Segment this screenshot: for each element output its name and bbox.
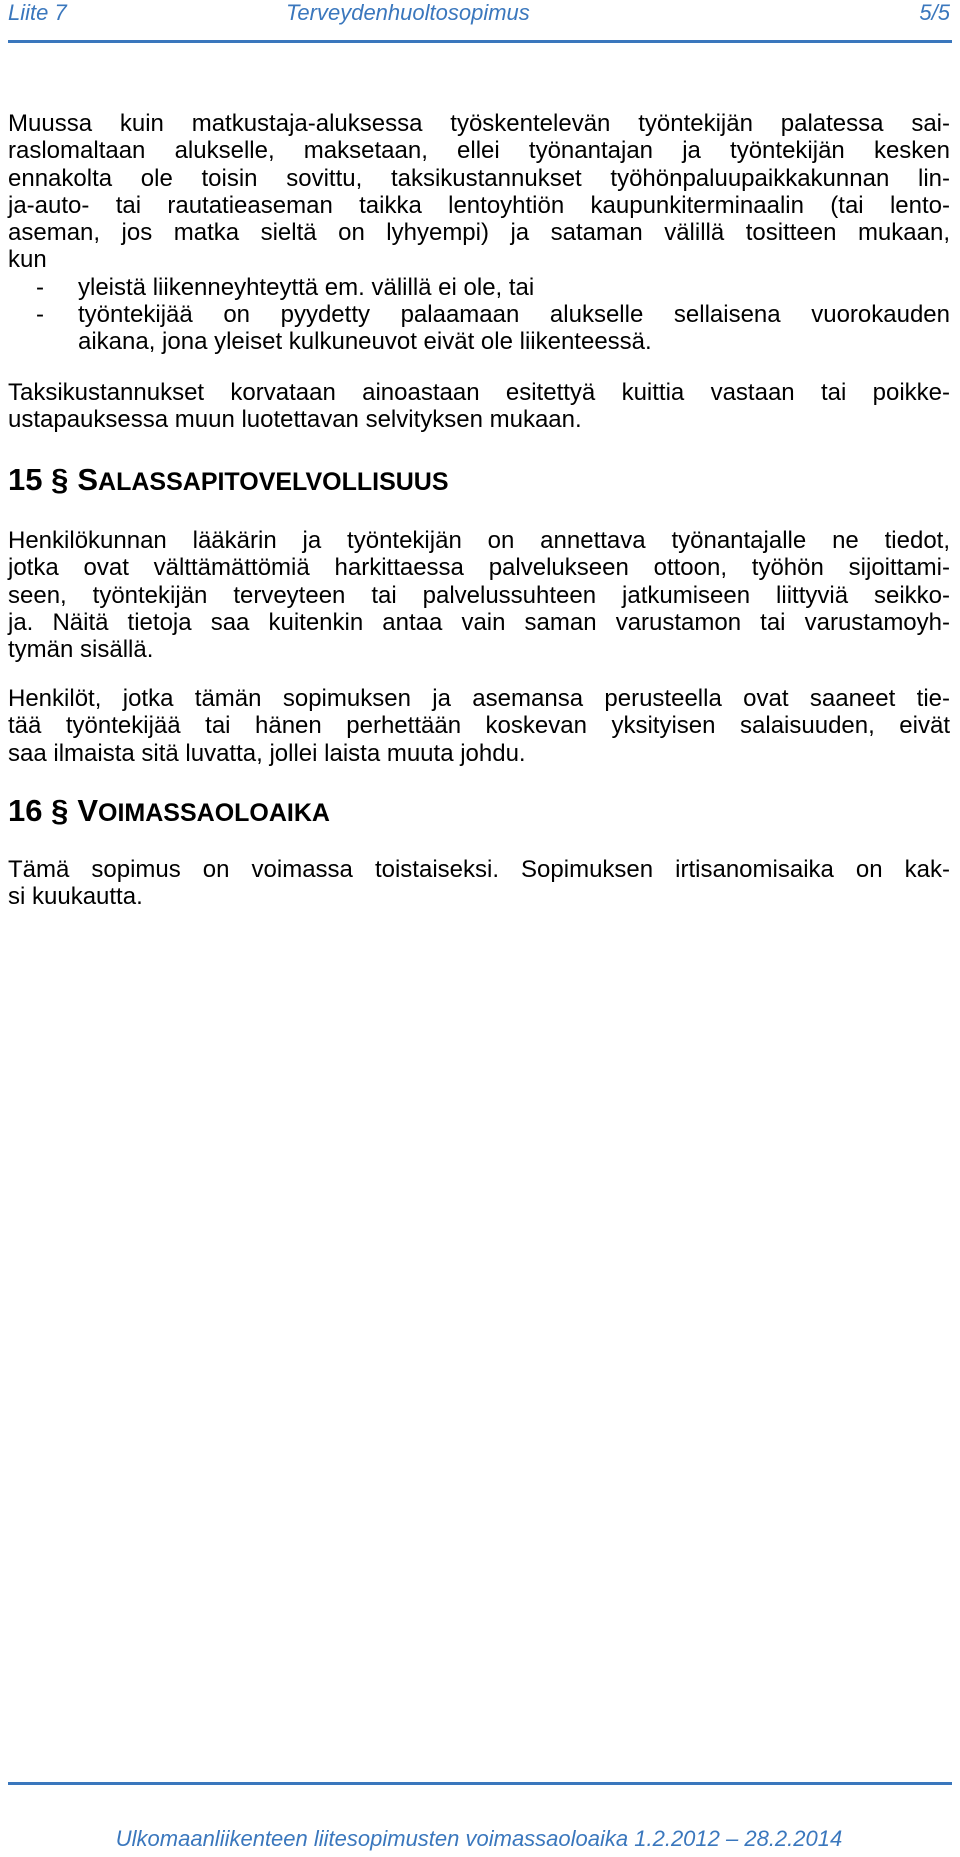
- page-number: 5/5: [919, 0, 950, 25]
- header-rule: [8, 40, 952, 43]
- text-line: aseman, jos matka sieltä on lyhyempi) ja sataman välillä tositteen mukaan,: [8, 219, 950, 247]
- taxi-compensation-paragraph: [8, 110, 950, 356]
- text-line: raslomaltaan alukselle, maksetaan, ellei työnantajan ja työntekijän kesken: [8, 137, 950, 165]
- text-line: kun: [8, 246, 47, 274]
- text-line: Muussa kuin matkustaja-aluksessa työskentelevän työntekijän palatessa sai-: [8, 110, 950, 137]
- footer-rule: [8, 1782, 952, 1785]
- list-item: [8, 274, 950, 301]
- text-line: Henkilökunnan lääkärin ja työntekijän on annettava työnantajalle ne tiedot,: [8, 527, 950, 554]
- page-header: [0, 0, 960, 44]
- list-bullet: -: [36, 273, 44, 301]
- section-number: 15 §: [8, 462, 69, 497]
- text-line: Taksikustannukset korvataan ainoastaan esitettyä kuittia vastaan tai poikke-: [8, 379, 950, 406]
- section-title: SALASSAPITOVELVOLLISUUS: [77, 462, 449, 497]
- text-line: tymän sisällä.: [8, 636, 154, 664]
- text-line: työntekijää on pyydetty palaamaan alukselle sellaisena vuorokauden: [78, 301, 950, 329]
- text-line: ja-auto- tai rautatieaseman taikka lentoyhtiön kaupunkiterminaalin (tai lento-: [8, 191, 950, 219]
- text-line: ennakolta ole toisin sovittu, taksikustannukset työhönpaluupaikkakunnan lin-: [8, 164, 950, 192]
- appendix-label: Liite 7: [8, 0, 67, 25]
- footer-text: Ulkomaanliikenteen liitesopimusten voimassaoloaika 1.2.2012 – 28.2.2014: [115, 1826, 843, 1851]
- document-title: Terveydenhuoltosopimus: [286, 0, 530, 25]
- section-number: 16 §: [8, 793, 69, 828]
- confidentiality-paragraph: [8, 685, 950, 767]
- list-item: [8, 301, 950, 356]
- text-line: Tämä sopimus on voimassa toistaiseksi. Sopimuksen irtisanomisaika on kak-: [8, 856, 950, 883]
- text-line: jotka ovat välttämättömiä harkittaessa palvelukseen ottoon, työhön sijoittami-: [8, 554, 950, 582]
- text-line: seen, työntekijän terveyteen tai palvelussuhteen jatkumiseen liittyviä seikko-: [8, 581, 950, 609]
- text-line: ustapauksessa muun luotettavan selvityksen mukaan.: [8, 406, 582, 434]
- text-line: Henkilöt, jotka tämän sopimuksen ja asemansa perusteella ovat saaneet tie-: [8, 685, 950, 712]
- section-title: VOIMASSAOLOAIKA: [77, 793, 330, 828]
- text-line: yleistä liikenneyhteyttä em. välillä ei ole, tai: [78, 273, 535, 301]
- text-line: tää työntekijää tai hänen perhettään koskevan yksityisen salaisuuden, eivät: [8, 712, 950, 740]
- disclosure-paragraph: [8, 527, 950, 663]
- text-line: saa ilmaista sitä luvatta, jollei laista muuta johdu.: [8, 739, 526, 767]
- conditions-list: [8, 274, 950, 356]
- receipt-requirement-paragraph: [8, 379, 950, 434]
- validity-paragraph: [8, 856, 950, 911]
- text-line: aikana, jona yleiset kulkuneuvot eivät ole liikenteessä.: [78, 328, 652, 356]
- section-heading: [8, 462, 449, 500]
- list-bullet: -: [36, 301, 44, 329]
- text-line: si kuukautta.: [8, 883, 143, 911]
- text-line: ja. Näitä tietoja saa kuitenkin antaa vain saman varustamon tai varustamoyh-: [8, 608, 950, 636]
- section-heading: [8, 793, 330, 831]
